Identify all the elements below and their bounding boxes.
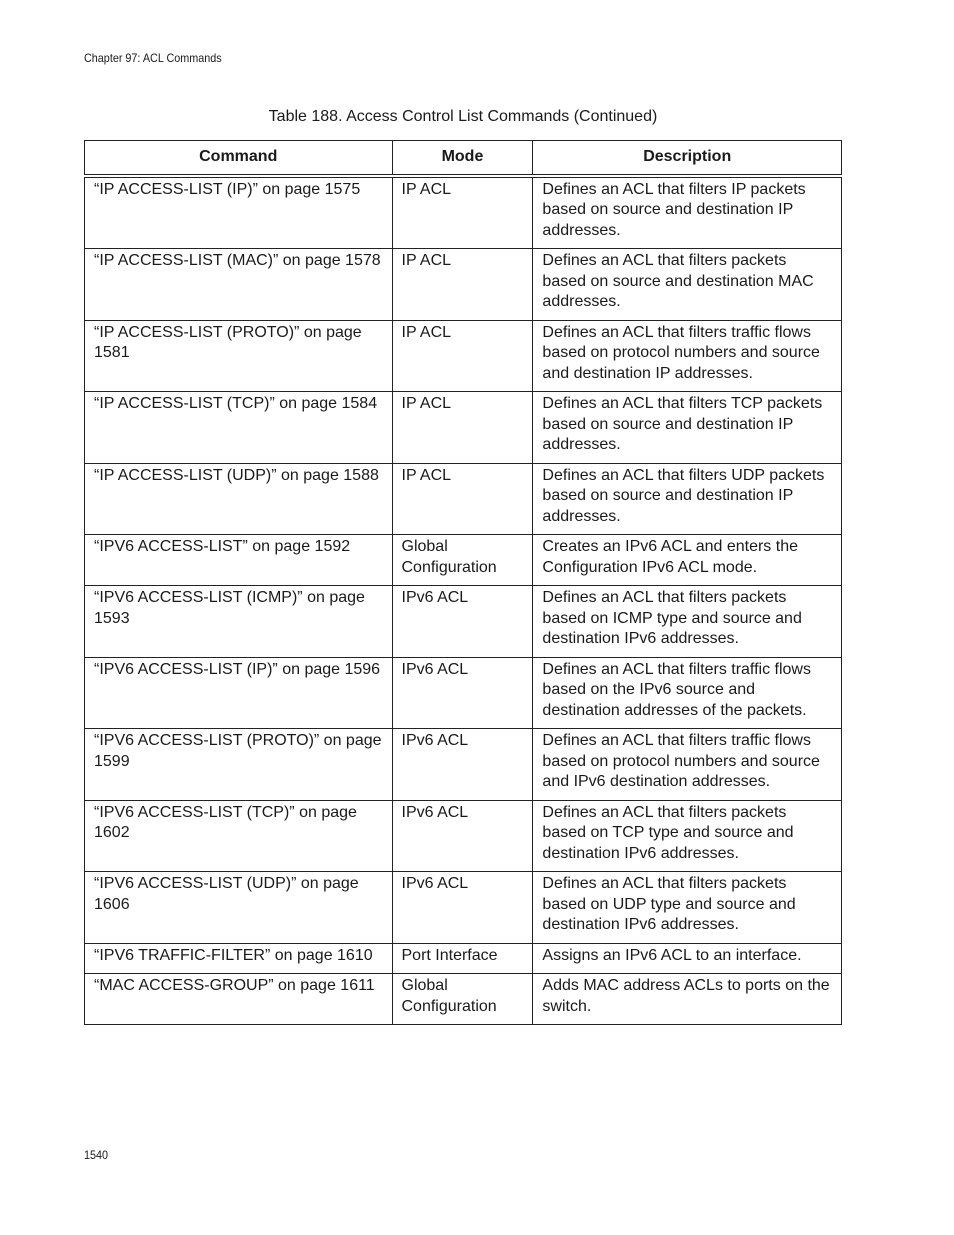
mode-cell: IPv6 ACL [392,586,533,658]
mode-cell: Port Interface [392,943,533,974]
mode-cell: IP ACL [392,176,533,249]
description-cell: Defines an ACL that filters traffic flows based on the IPv6 source and destination addresses of the packets. [533,657,842,729]
command-cell[interactable]: “IP ACCESS-LIST (UDP)” on page 1588 [85,463,393,535]
table-row [85,535,842,586]
table-row [85,176,842,249]
column-header-command: Command [85,141,393,176]
command-cell[interactable]: “IPV6 ACCESS-LIST (ICMP)” on page 1593 [85,586,393,658]
table-row [85,729,842,801]
mode-cell: Global Configuration [392,535,533,586]
mode-cell: IPv6 ACL [392,657,533,729]
command-cell[interactable]: “IP ACCESS-LIST (TCP)” on page 1584 [85,392,393,464]
description-cell: Assigns an IPv6 ACL to an interface. [533,943,842,974]
mode-cell: IP ACL [392,249,533,321]
description-cell: Adds MAC address ACLs to ports on the switch. [533,974,842,1025]
mode-cell: Global Configuration [392,974,533,1025]
column-header-mode: Mode [392,141,533,176]
description-cell: Defines an ACL that filters packets based on TCP type and source and destination IPv6 addresses. [533,800,842,872]
table-row [85,463,842,535]
command-cell[interactable]: “IPV6 ACCESS-LIST (IP)” on page 1596 [85,657,393,729]
table-row [85,657,842,729]
command-cell[interactable]: “IPV6 TRAFFIC-FILTER” on page 1610 [85,943,393,974]
description-cell: Defines an ACL that filters IP packets based on source and destination IP addresses. [533,176,842,249]
command-cell[interactable]: “IPV6 ACCESS-LIST (PROTO)” on page 1599 [85,729,393,801]
table-row [85,249,842,321]
mode-cell: IPv6 ACL [392,872,533,944]
table-header-row [85,141,842,176]
table-row [85,872,842,944]
acl-commands-table [84,140,842,1025]
description-cell: Defines an ACL that filters TCP packets based on source and destination IP addresses. [533,392,842,464]
table-row [85,800,842,872]
chapter-header: Chapter 97: ACL Commands [84,51,222,65]
command-cell[interactable]: “MAC ACCESS-GROUP” on page 1611 [85,974,393,1025]
command-cell[interactable]: “IP ACCESS-LIST (PROTO)” on page 1581 [85,320,393,392]
command-cell[interactable]: “IP ACCESS-LIST (IP)” on page 1575 [85,176,393,249]
mode-cell: IP ACL [392,320,533,392]
table-row [85,586,842,658]
table-row [85,392,842,464]
description-cell: Defines an ACL that filters traffic flows based on protocol numbers and source and IPv6 destination addresses. [533,729,842,801]
table-row [85,974,842,1025]
command-cell[interactable]: “IPV6 ACCESS-LIST (TCP)” on page 1602 [85,800,393,872]
description-cell: Defines an ACL that filters traffic flows based on protocol numbers and source and destination IP addresses. [533,320,842,392]
description-cell: Creates an IPv6 ACL and enters the Configuration IPv6 ACL mode. [533,535,842,586]
command-cell[interactable]: “IP ACCESS-LIST (MAC)” on page 1578 [85,249,393,321]
table-caption: Table 188. Access Control List Commands (Continued) [268,108,658,125]
column-header-description: Description [533,141,842,176]
mode-cell: IP ACL [392,392,533,464]
mode-cell: IPv6 ACL [392,800,533,872]
description-cell: Defines an ACL that filters packets based on UDP type and source and destination IPv6 addresses. [533,872,842,944]
description-cell: Defines an ACL that filters packets based on ICMP type and source and destination IPv6 addresses. [533,586,842,658]
command-cell[interactable]: “IPV6 ACCESS-LIST (UDP)” on page 1606 [85,872,393,944]
table-row [85,320,842,392]
table-row [85,943,842,974]
description-cell: Defines an ACL that filters packets based on source and destination MAC addresses. [533,249,842,321]
description-cell: Defines an ACL that filters UDP packets based on source and destination IP addresses. [533,463,842,535]
page-number: 1540 [84,1148,109,1162]
mode-cell: IP ACL [392,463,533,535]
mode-cell: IPv6 ACL [392,729,533,801]
command-cell[interactable]: “IPV6 ACCESS-LIST” on page 1592 [85,535,393,586]
